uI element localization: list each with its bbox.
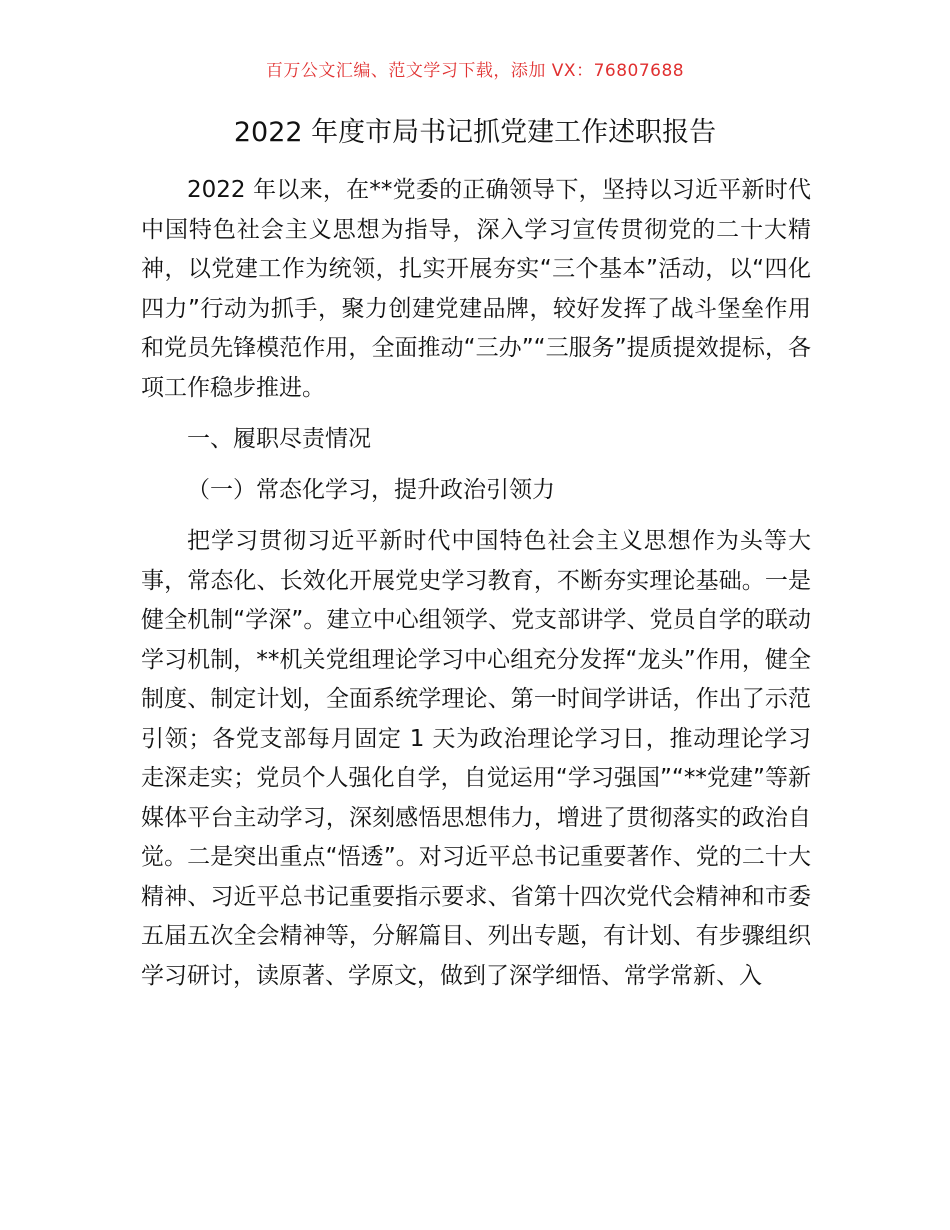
document-title: 2022 年度市局书记抓党建工作述职报告 [233,117,717,148]
body-paragraph: 把学习贯彻习近平新时代中国特色社会主义思想作为头等大事，常态化、长效化开展党史学习教育，不断夯实理论基础。一是健全机制“学深”。建立中心组领学、党支部讲学、党员自学的联动学习机制，**机关党组理论学习中心组充分发挥“龙头”作用，健全制度、制定计划，全面系统学理论、第一时间学讲话，作出了示范引领；各党支部每月固定 1 天为政治理论学习日，推动理论学习走深走实；党员个人强化自学，自觉运用“学习强国”“**党建”等新媒体平台主动学习，深刻感悟思想伟力，增进了贯彻落实的政治自觉。二是突出重点“悟透”。对习近平总书记重要著作、党的二十大精神、习近平总书记重要指示要求、省第十四次党代会精神和市委五届五次全会精神等，分解篇目、列出专题，有计划、有步骤组织学习研讨，读原著、学原文，做到了深学细悟、常学常新、入 [141,528,811,989]
section-heading: 一、履职尽责情况 [187,426,371,452]
document-body [141,171,811,996]
watermark-banner: 百万公文汇编、范文学习下载，添加 VX：76807688 [265,61,685,81]
intro-paragraph: 2022 年以来，在**党委的正确领导下，坚持以习近平新时代中国特色社会主义思想为指导，深入学习宣传贯彻党的二十大精神，以党建工作为统领，扎实开展夯实“三个基本”活动，以“四化四力”行动为抓手，聚力创建党建品牌，较好发挥了战斗堡垒作用和党员先锋模范作用，全面推动“三办”“三服务”提质提效提标，各项工作稳步推进。 [141,177,811,401]
subsection-heading: （一）常态化学习，提升政治引领力 [187,476,555,503]
